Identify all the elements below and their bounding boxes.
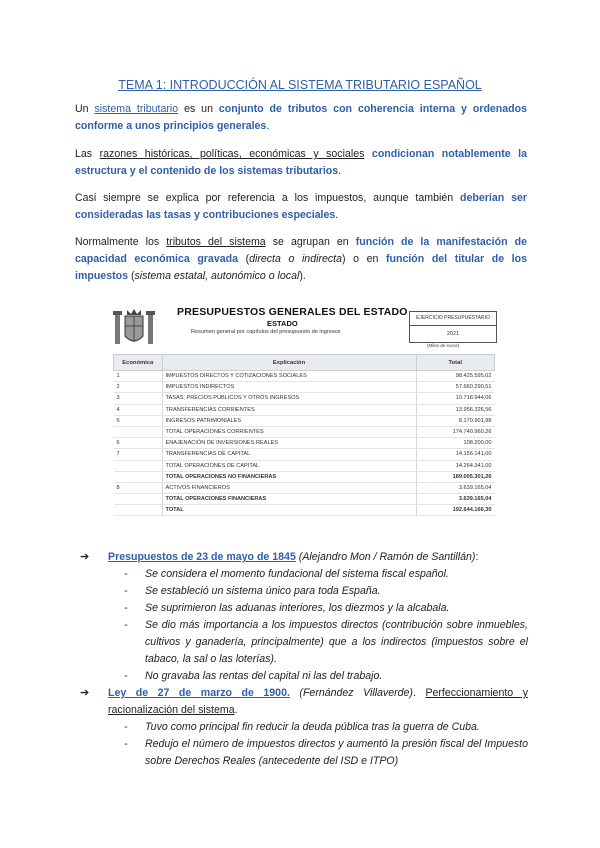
section-1845-list bbox=[120, 566, 528, 685]
table-cell-total: 3.639.165,04 bbox=[416, 494, 495, 505]
p4-text: ( bbox=[130, 270, 135, 282]
table-cell-code: 7 bbox=[114, 449, 163, 460]
table-row-total bbox=[114, 494, 495, 505]
p1-text: es un bbox=[184, 103, 213, 115]
p4-text: ). bbox=[299, 270, 306, 282]
p3-text: Casi siempre se explica por referencia a los impuestos, aunque también bbox=[75, 192, 454, 204]
list-item-text: Se suprimieron las aduanas interiores, los diezmos y la alcabala. bbox=[145, 602, 450, 614]
list-item bbox=[120, 583, 528, 600]
table-cell-code bbox=[114, 494, 163, 505]
spain-coat-of-arms-icon bbox=[111, 306, 157, 350]
arrow-bullet-icon: ➔ bbox=[80, 551, 90, 563]
p1-highlight: conjunto de tributos con coherencia interna y ordenados conforme a unos principios generales bbox=[75, 103, 528, 132]
table-cell-total: 8.170.901,98 bbox=[416, 415, 495, 426]
column-header: Económica bbox=[114, 355, 163, 371]
table-cell-total: 98.425.595,02 bbox=[416, 371, 495, 382]
table-cell-total: 108.200,00 bbox=[416, 438, 495, 449]
section-1900 bbox=[80, 685, 528, 719]
budget-caption: Resumen general por capítulos del presupuesto de ingresos bbox=[191, 329, 341, 335]
dash-bullet: - bbox=[124, 619, 128, 631]
table-cell-code bbox=[114, 460, 163, 471]
table-cell-code: 2 bbox=[114, 382, 163, 393]
section-text: . bbox=[234, 704, 238, 716]
paragraph-2 bbox=[75, 146, 527, 180]
budget-table-image bbox=[107, 298, 499, 538]
table-cell-code bbox=[114, 471, 163, 482]
section-link[interactable]: Ley de 27 de marzo de 1900. bbox=[108, 687, 290, 699]
table-cell-code: 3 bbox=[114, 393, 163, 404]
p4-italic: directa o indirecta bbox=[249, 253, 342, 265]
table-cell-label: TOTAL bbox=[162, 505, 416, 516]
table-cell-label: TOTAL OPERACIONES FINANCIERAS bbox=[162, 494, 416, 505]
p1-text: Un bbox=[75, 103, 89, 115]
p1-text: . bbox=[266, 120, 270, 132]
p2-highlight: condicionan notablemente la estructura y el contenido de los sistemas tributarios bbox=[75, 148, 528, 177]
table-row-total bbox=[114, 471, 495, 482]
dash-bullet: - bbox=[124, 585, 128, 597]
table-cell-total: 3.639.165,04 bbox=[416, 482, 495, 493]
section-1845 bbox=[80, 549, 528, 566]
p4-underlined: tributos del sistema bbox=[166, 236, 266, 248]
arrow-bullet-icon: ➔ bbox=[80, 687, 90, 699]
dash-bullet: - bbox=[124, 602, 128, 614]
table-cell-total: 14.264.341,00 bbox=[416, 460, 495, 471]
list-item bbox=[120, 566, 528, 583]
section-text: . bbox=[412, 687, 416, 699]
section-text: : bbox=[475, 551, 479, 563]
list-item bbox=[120, 617, 528, 668]
budget-units: (Miles de euros) bbox=[427, 343, 460, 348]
list-item bbox=[120, 719, 528, 736]
budget-box-year: 2021 bbox=[446, 331, 460, 337]
column-header: Total bbox=[416, 355, 495, 371]
p4-highlight: función del titular de los impuestos bbox=[75, 253, 527, 282]
section-authors: (Alejandro Mon / Ramón de Santillán) bbox=[298, 551, 476, 563]
p4-italic: sistema estatal, autonómico o local bbox=[134, 270, 300, 282]
table-cell-label: TRANSFERENCIAS DE CAPITAL bbox=[162, 449, 416, 460]
paragraph-4 bbox=[75, 234, 527, 285]
table-cell-total: 192.644.166,30 bbox=[416, 505, 495, 516]
table-cell-total: 10.718.944,06 bbox=[416, 393, 495, 404]
table-cell-total: 189.005.301,26 bbox=[416, 471, 495, 482]
table-cell-label: ENAJENACIÓN DE INVERSIONES REALES bbox=[162, 438, 416, 449]
table-cell-code bbox=[114, 426, 163, 437]
section-underlined: Perfeccionamiento y racionalización del sistema bbox=[108, 687, 528, 716]
table-cell-label: TRANSFERENCIAS CORRIENTES bbox=[162, 404, 416, 415]
p4-text: se agrupan en bbox=[272, 236, 349, 248]
dash-bullet: - bbox=[124, 738, 128, 750]
list-item-text: No gravaba las rentas del capital ni las del trabajo. bbox=[145, 670, 383, 682]
p2-text: . bbox=[338, 165, 342, 177]
table-cell-code: 8 bbox=[114, 482, 163, 493]
budget-subtitle: ESTADO bbox=[267, 319, 298, 328]
table-cell-code: 6 bbox=[114, 438, 163, 449]
table-cell-total: 57.660.290,51 bbox=[416, 382, 495, 393]
p4-text: ( bbox=[245, 253, 250, 265]
table-cell-total: 174.740.960,26 bbox=[416, 426, 495, 437]
table-cell-total: 14.156.141,00 bbox=[416, 449, 495, 460]
paragraph-1 bbox=[75, 101, 527, 135]
p3-text: . bbox=[335, 209, 339, 221]
p1-term: sistema tributario bbox=[94, 103, 179, 115]
table-row bbox=[114, 371, 495, 382]
section-heading bbox=[80, 685, 528, 719]
table-row bbox=[114, 426, 495, 437]
list-item-text: Se considera el momento fundacional del sistema fiscal español. bbox=[145, 568, 449, 580]
budget-table bbox=[113, 354, 495, 516]
table-row bbox=[114, 415, 495, 426]
p4-text: ) o en bbox=[342, 253, 379, 265]
dash-bullet: - bbox=[124, 721, 128, 733]
table-cell-label: INGRESOS PATRIMONIALES bbox=[162, 415, 416, 426]
paragraph-3 bbox=[75, 190, 527, 224]
table-row bbox=[114, 382, 495, 393]
list-item-text: Se estableció un sistema único para toda España. bbox=[145, 585, 381, 597]
table-row bbox=[114, 482, 495, 493]
dash-bullet: - bbox=[124, 568, 128, 580]
table-cell-total: 13.956.326,56 bbox=[416, 404, 495, 415]
budget-year-box bbox=[409, 311, 497, 343]
list-item bbox=[120, 600, 528, 617]
page-title: TEMA 1: INTRODUCCIÓN AL SISTEMA TRIBUTARIO ESPAÑOL bbox=[118, 78, 482, 92]
list-item-text: Tuvo como principal fin reducir la deuda pública tras la guerra de Cuba. bbox=[145, 721, 480, 733]
list-item-text: Se dio más importancia a los impuestos directos (contribución sobre inmuebles, cultivos y ganadería, principalmente) que a los indirectos (impuestos sobre el tabaco, la sal o las loterías). bbox=[145, 619, 528, 665]
table-cell-label: IMPUESTOS INDIRECTOS bbox=[162, 382, 416, 393]
table-cell-label: TOTAL OPERACIONES DE CAPITAL bbox=[162, 460, 416, 471]
table-row bbox=[114, 438, 495, 449]
budget-title: PRESUPUESTOS GENERALES DEL ESTADO bbox=[177, 306, 408, 318]
budget-box-label: EJERCICIO PRESUPUESTARIO bbox=[410, 312, 496, 326]
table-cell-label: ACTIVOS FINANCIEROS bbox=[162, 482, 416, 493]
table-cell-label: TOTAL OPERACIONES NO FINANCIERAS bbox=[162, 471, 416, 482]
table-header-row bbox=[114, 355, 495, 371]
table-cell-label: TASAS, PRECIOS PÚBLICOS Y OTROS INGRESOS bbox=[162, 393, 416, 404]
table-row-total bbox=[114, 505, 495, 516]
table-cell-code: 1 bbox=[114, 371, 163, 382]
section-heading bbox=[80, 549, 528, 566]
section-1900-list bbox=[120, 719, 528, 770]
column-header: Explicación bbox=[162, 355, 416, 371]
table-row bbox=[114, 404, 495, 415]
list-item bbox=[120, 668, 528, 685]
table-cell-label: TOTAL OPERACIONES CORRIENTES bbox=[162, 426, 416, 437]
p2-text: Las bbox=[75, 148, 93, 160]
list-item-text: Redujo el número de impuestos directos y aumentó la presión fiscal del Impuesto sobre Derechos Reales (antecedente del ISD e ITPO) bbox=[145, 738, 528, 767]
p4-text: Normalmente los bbox=[75, 236, 160, 248]
table-row bbox=[114, 460, 495, 471]
table-row bbox=[114, 393, 495, 404]
list-item bbox=[120, 736, 528, 770]
section-link[interactable]: Presupuestos de 23 de mayo de 1845 bbox=[108, 551, 296, 563]
dash-bullet: - bbox=[124, 670, 128, 682]
table-cell-code: 5 bbox=[114, 415, 163, 426]
p2-underlined: razones históricas, políticas, económicas y sociales bbox=[99, 148, 365, 160]
table-cell-label: IMPUESTOS DIRECTOS Y COTIZACIONES SOCIALES bbox=[162, 371, 416, 382]
table-cell-code: 4 bbox=[114, 404, 163, 415]
p4-highlight: función de la manifestación de capacidad económica gravada bbox=[75, 236, 527, 265]
table-row bbox=[114, 449, 495, 460]
table-cell-code bbox=[114, 505, 163, 516]
section-authors: (Fernández Villaverde) bbox=[299, 687, 413, 699]
p3-highlight: deberían ser consideradas las tasas y contribuciones especiales bbox=[75, 192, 527, 221]
